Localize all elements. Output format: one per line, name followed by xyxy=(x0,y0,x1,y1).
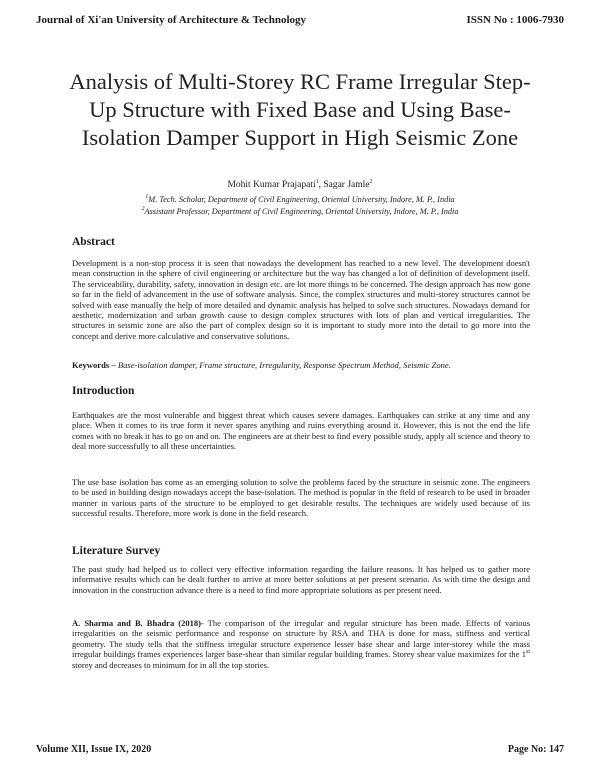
introduction-paragraph-1: Earthquakes are the most vulnerable and biggest threat which causes severe damages. Earthquakes can strike at any time and any place. When it comes to its true form it never spares anything and ruins everything around it. However, this is not the end the life comes with no break it has to go on and on. The engineers are at their best to find every possible study, apply all science and theory to deal more successfully to all these uncertainties. xyxy=(72,410,530,452)
keywords-text: Base-isolation damper, Frame structure, Irregularity, Response Spectrum Method, Seismic Zone. xyxy=(117,360,451,370)
author-affiliation-mark: 1 xyxy=(315,178,319,185)
issn-number: ISSN No : 1006-7930 xyxy=(466,14,564,26)
affiliation-text: Assistant Professor, Department of Civil Engineering, Oriental University, Indore, M. P., India xyxy=(144,207,459,216)
author-separator: , xyxy=(318,180,324,190)
paper-title: Analysis of Multi-Storey RC Frame Irregular Step-Up Structure with Fixed Base and Using Base-Isolation Damper Support in High Seismic Zone xyxy=(69,69,531,150)
volume-issue: Volume XII, Issue IX, 2020 xyxy=(36,744,152,755)
reference-dash: - xyxy=(200,618,204,628)
keywords xyxy=(72,360,542,370)
literature-heading: Literature Survey xyxy=(72,545,161,557)
introduction-heading: Introduction xyxy=(72,385,135,397)
affiliation-text: M. Tech. Scholar, Department of Civil Engineering, Oriental University, Indore, M. P., India xyxy=(148,195,455,204)
abstract-text: Development is a non-stop process it is seen that nowadays the development has reached to a new level. The development doesn't mean construction in the sphere of civil engineering or architecture but the way has changed a lot of definition of development itself. The serviceability, durability, safety, innovation in design etc. are lot more things to be concerned. The design approach has now gone so far in the field of advancement in the use of software analysis. Since, the complex structures and multi-storey structures cannot be solved with ease manually the help of more detailed and dynamic analysis has helped to solve such structures. Nowadays demand for aesthetic, modernization and urban growth cause to design complex structures with lots of plan and vertical irregularities. The structures in seismic zone are also the part of complex design so it is important to study more into the detail to go more into the concept and derive more calculative and conservative solutions. xyxy=(72,258,530,341)
reference-authors: A. Sharma and B. Bhadra (2018) xyxy=(72,618,201,628)
affiliation-1 xyxy=(0,195,600,204)
affiliation-mark: 1 xyxy=(145,194,149,201)
page-footer xyxy=(36,744,564,758)
affiliation-2 xyxy=(0,207,600,216)
reference-text-end: storey and decreases to minimum for in all the top stories. xyxy=(72,659,270,670)
literature-paragraph-2 xyxy=(72,618,530,670)
author-name: Mohit Kumar Prajapati xyxy=(227,180,316,190)
abstract-heading: Abstract xyxy=(72,236,115,248)
author-affiliation-mark: 2 xyxy=(369,178,373,185)
reference-text: The comparison of the irregular and regular structure has been made. Effects of various irregularities on the seismic performance and response on structure by RSA and THA is done for mass, stiffness and vertical geometry. The study tells that the stiffness irregular structure experience lesser base shear and large inter-storey while the mass irregular buildings frames experiences larger base-shear than similar regular building frames. Storey shear value maximizes for the 1 xyxy=(72,618,530,660)
affiliation-mark: 2 xyxy=(141,206,145,213)
author-line xyxy=(0,180,600,190)
author-name: Sagar Jamle xyxy=(323,180,370,190)
page-header xyxy=(36,14,564,30)
journal-name: Journal of Xi'an University of Architecture & Technology xyxy=(36,14,307,26)
ordinal-suffix: st xyxy=(525,649,530,656)
page-number: Page No: 147 xyxy=(507,744,564,755)
keywords-label: Keywords – xyxy=(72,360,116,370)
literature-paragraph-1: The past study had helped us to collect very effective information regarding the failure reasons. It has helped us to gather more informative results which can be dealt further to arrive at more better solutions at per present scenario. As with time the design and innovation in the construction advance there is a need to find more appropriate solutions as per present need. xyxy=(72,564,530,595)
introduction-paragraph-2: The use base isolation has come as an emerging solution to solve the problems faced by the structure in seismic zone. The engineers to be used in building design nowadays accept the base-isolation. The method is popular in the field of research to be used in broader manner in various parts of the structure to be employed to get desirable results. The techniques are widely used because of its successful results. Therefore, more work is done in the field research. xyxy=(72,477,530,519)
